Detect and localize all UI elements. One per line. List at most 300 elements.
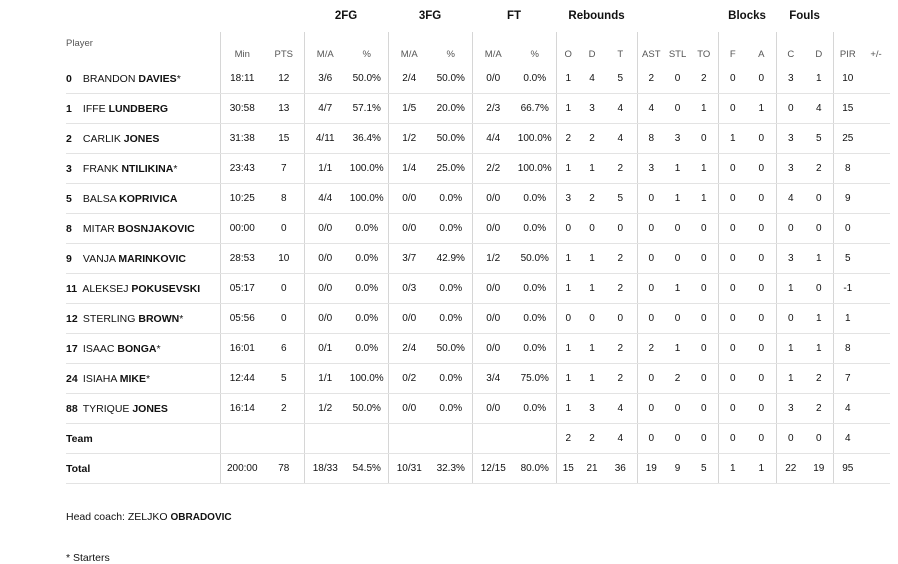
cell-3fg-pct: 0.0%: [430, 304, 472, 334]
col-2fg-ma: M/A: [304, 32, 346, 64]
cell-min: 16:14: [220, 394, 264, 424]
cell-pts: 13: [264, 94, 304, 124]
cell-min: [220, 424, 264, 454]
player-last-name[interactable]: POKUSEVSKI: [131, 282, 201, 295]
cell-pts: 0: [264, 304, 304, 334]
cell-reb-d: 1: [580, 364, 604, 394]
col-foul-d: D: [815, 49, 823, 60]
player-number: 2: [66, 132, 72, 145]
cell-reb-d: 21: [580, 454, 604, 484]
cell-ft-pct: 0.0%: [514, 304, 556, 334]
cell-3fg-pct: 0.0%: [430, 214, 472, 244]
cell-to: 0: [690, 424, 718, 454]
cell-ft-pct: 66.7%: [514, 94, 556, 124]
cell-3fg-ma: [388, 424, 430, 454]
cell-reb-o: 3: [556, 184, 580, 214]
cell-ft-ma: 0/0: [472, 394, 514, 424]
cell-3fg-ma: 0/0: [388, 184, 430, 214]
player-row[interactable]: [66, 154, 890, 184]
starter-mark: *: [179, 312, 184, 325]
cell-foul-d: 1: [805, 244, 833, 274]
cell-min: 200:00: [220, 454, 264, 484]
cell-3fg-ma: 3/7: [388, 244, 430, 274]
cell-ast: 0: [637, 184, 665, 214]
cell-reb-t: 5: [604, 64, 637, 94]
player-row[interactable]: [66, 334, 890, 364]
col-pir: PIR: [833, 32, 862, 64]
cell-reb-o: 1: [556, 274, 580, 304]
cell-stl: 1: [665, 184, 690, 214]
cell-ast: 0: [637, 394, 665, 424]
cell-foul-d: 2: [805, 154, 833, 184]
cell-ast: 3: [637, 154, 665, 184]
cell-stl: 1: [665, 274, 690, 304]
player-row[interactable]: [66, 184, 890, 214]
cell-ft-pct: 0.0%: [514, 394, 556, 424]
group-rebounds: Rebounds: [568, 10, 625, 22]
cell-foul-d: 19: [805, 454, 833, 484]
total-label: Total: [66, 454, 220, 484]
cell-reb-o: 15: [556, 454, 580, 484]
cell-ast: 4: [637, 94, 665, 124]
cell-foul-d: 1: [805, 334, 833, 364]
cell-reb-o: 1: [556, 154, 580, 184]
cell-reb-d: 0: [580, 304, 604, 334]
box-score: [66, 0, 890, 484]
cell-foul-d: 2: [805, 364, 833, 394]
cell-pir: 10: [833, 64, 862, 94]
col-blk-f: F: [718, 32, 747, 64]
cell-stl: 9: [665, 454, 690, 484]
cell-2fg-ma: 1/2: [304, 394, 346, 424]
cell-min: 00:00: [220, 214, 264, 244]
cell-stl: 0: [665, 244, 690, 274]
player-first-name: BRANDON: [82, 72, 136, 85]
cell-2fg-ma: 3/6: [304, 64, 346, 94]
cell-to: 1: [690, 154, 718, 184]
cell-3fg-pct: 42.9%: [430, 244, 472, 274]
cell-reb-t: 5: [604, 184, 637, 214]
col-plus-minus: +/-: [870, 49, 882, 60]
head-coach: [66, 511, 232, 523]
cell-blk-f: 0: [718, 364, 747, 394]
cell-ast: 19: [637, 454, 665, 484]
cell-plus-minus: [862, 454, 890, 484]
cell-to: 0: [690, 274, 718, 304]
cell-reb-d: 1: [580, 154, 604, 184]
cell-3fg-ma: 1/4: [388, 154, 430, 184]
cell-pir: 5: [833, 244, 862, 274]
cell-foul-c: 3: [776, 244, 805, 274]
col-blk-a: A: [758, 49, 765, 60]
cell-min: 05:56: [220, 304, 264, 334]
player-number: 1: [66, 102, 72, 115]
cell-reb-o: 1: [556, 394, 580, 424]
player-first-name: BALSA: [82, 192, 117, 205]
player-cell: [66, 184, 220, 214]
player-cell: [66, 64, 220, 94]
player-row[interactable]: [66, 94, 890, 124]
cell-2fg-ma: 4/7: [304, 94, 346, 124]
cell-foul-c: 4: [776, 184, 805, 214]
cell-to: 0: [690, 244, 718, 274]
cell-3fg-ma: 0/3: [388, 274, 430, 304]
cell-blk-a: 0: [747, 334, 776, 364]
cell-pts: 12: [264, 64, 304, 94]
cell-reb-d: 0: [580, 214, 604, 244]
cell-3fg-ma: 1/5: [388, 94, 430, 124]
cell-ft-ma: 0/0: [472, 274, 514, 304]
cell-ast: 8: [637, 124, 665, 154]
cell-ft-ma: 1/2: [472, 244, 514, 274]
cell-2fg-ma: 4/11: [304, 124, 346, 154]
cell-3fg-pct: 20.0%: [430, 94, 472, 124]
player-row[interactable]: [66, 394, 890, 424]
cell-stl: 0: [665, 64, 690, 94]
player-row[interactable]: [66, 64, 890, 94]
cell-3fg-pct: 0.0%: [430, 184, 472, 214]
group-fouls: Fouls: [789, 10, 820, 22]
player-first-name: ISIAHA: [82, 372, 117, 385]
cell-3fg-pct: 0.0%: [430, 364, 472, 394]
player-last-name[interactable]: KOPRIVICA: [119, 192, 178, 205]
player-first-name: TYRIQUE: [82, 402, 130, 415]
cell-3fg-ma: 10/31: [388, 454, 430, 484]
cell-to: 0: [690, 334, 718, 364]
cell-2fg-pct: 0.0%: [346, 244, 388, 274]
cell-ft-ma: 4/4: [472, 124, 514, 154]
player-last-name[interactable]: BROWN: [138, 312, 180, 325]
cell-3fg-pct: 0.0%: [430, 394, 472, 424]
cell-ast: 2: [637, 334, 665, 364]
cell-2fg-ma: [304, 424, 346, 454]
player-last-name[interactable]: BONGA: [117, 342, 157, 355]
player-first-name: STERLING: [82, 312, 136, 325]
cell-2fg-pct: 100.0%: [346, 364, 388, 394]
cell-blk-f: 0: [718, 334, 747, 364]
cell-3fg-pct: 50.0%: [430, 64, 472, 94]
player-cell: [66, 214, 220, 244]
cell-ast: 0: [637, 364, 665, 394]
cell-reb-o: 1: [556, 64, 580, 94]
cell-3fg-ma: 2/4: [388, 64, 430, 94]
head-coach-label: Head coach:: [66, 511, 125, 523]
cell-reb-t: 36: [604, 454, 637, 484]
column-header-row: [66, 32, 890, 64]
player-number: 17: [66, 342, 78, 355]
col-reb-d: D: [588, 49, 596, 60]
cell-2fg-pct: 100.0%: [346, 184, 388, 214]
cell-pir: 1: [833, 304, 862, 334]
cell-2fg-pct: 0.0%: [346, 304, 388, 334]
cell-reb-d: 3: [580, 394, 604, 424]
cell-min: 10:25: [220, 184, 264, 214]
cell-pts: 10: [264, 244, 304, 274]
col-player: Player: [66, 38, 93, 49]
player-row[interactable]: [66, 124, 890, 154]
cell-reb-t: 2: [604, 274, 637, 304]
cell-pts: 0: [264, 214, 304, 244]
cell-min: 16:01: [220, 334, 264, 364]
player-last-name[interactable]: BOSNJAKOVIC: [117, 222, 195, 235]
player-number: 24: [66, 372, 78, 385]
cell-reb-o: 1: [556, 244, 580, 274]
cell-reb-t: 2: [604, 244, 637, 274]
player-row[interactable]: [66, 274, 890, 304]
cell-plus-minus: [862, 184, 890, 214]
cell-foul-c: 1: [776, 274, 805, 304]
player-row[interactable]: [66, 364, 890, 394]
group-2fg: 2FG: [334, 10, 358, 22]
cell-2fg-ma: 18/33: [304, 454, 346, 484]
cell-reb-o: 0: [556, 214, 580, 244]
cell-blk-f: 0: [718, 154, 747, 184]
cell-3fg-ma: 0/0: [388, 214, 430, 244]
player-number: 9: [66, 252, 72, 265]
cell-pts: 0: [264, 274, 304, 304]
starter-mark: *: [145, 372, 151, 385]
player-cell: [66, 154, 220, 184]
starter-mark: *: [156, 342, 161, 355]
col-min: Min: [220, 32, 264, 64]
cell-foul-d: 0: [805, 424, 833, 454]
cell-2fg-pct: [346, 424, 388, 454]
cell-foul-c: 0: [776, 214, 805, 244]
cell-2fg-pct: 100.0%: [346, 154, 388, 184]
cell-to: 2: [690, 64, 718, 94]
cell-min: 30:58: [220, 94, 264, 124]
cell-reb-o: 1: [556, 94, 580, 124]
col-foul-c: C: [776, 32, 805, 64]
cell-blk-f: 0: [718, 304, 747, 334]
cell-blk-a: 0: [747, 64, 776, 94]
cell-stl: 1: [665, 334, 690, 364]
player-last-name[interactable]: LUNDBERG: [108, 102, 169, 115]
cell-ft-ma: 0/0: [472, 184, 514, 214]
player-number: 0: [66, 72, 72, 85]
cell-ast: 2: [637, 64, 665, 94]
cell-3fg-pct: [430, 424, 472, 454]
cell-blk-a: 0: [747, 364, 776, 394]
cell-plus-minus: [862, 334, 890, 364]
cell-blk-a: 0: [747, 394, 776, 424]
cell-foul-d: 4: [805, 94, 833, 124]
cell-blk-f: 1: [718, 454, 747, 484]
col-3fg-pct: %: [446, 49, 455, 60]
cell-reb-d: 2: [580, 184, 604, 214]
col-reb-t: T: [617, 49, 624, 60]
cell-reb-t: 0: [604, 214, 637, 244]
cell-blk-f: 0: [718, 274, 747, 304]
col-reb-o: O: [556, 32, 580, 64]
cell-blk-f: 0: [718, 394, 747, 424]
cell-stl: 1: [665, 154, 690, 184]
cell-ft-pct: [514, 424, 556, 454]
player-row[interactable]: [66, 214, 890, 244]
cell-reb-t: 4: [604, 124, 637, 154]
cell-ft-pct: 0.0%: [514, 334, 556, 364]
player-last-name[interactable]: DAVIES: [138, 72, 177, 85]
cell-stl: 0: [665, 304, 690, 334]
player-last-name[interactable]: MARINKOVIC: [118, 252, 186, 265]
group-3fg: 3FG: [418, 10, 442, 22]
cell-plus-minus: [862, 364, 890, 394]
cell-3fg-pct: 50.0%: [430, 124, 472, 154]
cell-to: 0: [690, 124, 718, 154]
cell-foul-d: 1: [805, 304, 833, 334]
cell-2fg-ma: 4/4: [304, 184, 346, 214]
cell-foul-d: 5: [805, 124, 833, 154]
cell-to: 0: [690, 304, 718, 334]
cell-reb-d: 1: [580, 274, 604, 304]
cell-to: 1: [690, 184, 718, 214]
cell-min: 12:44: [220, 364, 264, 394]
cell-to: 1: [690, 94, 718, 124]
cell-pts: 5: [264, 364, 304, 394]
player-first-name: ALEKSEJ: [82, 282, 129, 295]
cell-stl: 0: [665, 214, 690, 244]
player-last-name[interactable]: JONES: [123, 132, 160, 145]
cell-foul-c: 22: [776, 454, 805, 484]
cell-pir: 9: [833, 184, 862, 214]
cell-stl: 0: [665, 94, 690, 124]
group-ft: FT: [506, 10, 522, 22]
cell-foul-c: 0: [776, 424, 805, 454]
player-number: 8: [66, 222, 72, 235]
cell-blk-a: 0: [747, 244, 776, 274]
cell-ft-pct: 0.0%: [514, 214, 556, 244]
cell-plus-minus: [862, 244, 890, 274]
cell-2fg-pct: 0.0%: [346, 334, 388, 364]
total-row: [66, 454, 890, 484]
col-ft-ma: M/A: [472, 32, 514, 64]
player-cell: [66, 124, 220, 154]
cell-to: 0: [690, 394, 718, 424]
player-number: 5: [66, 192, 72, 205]
cell-3fg-pct: 50.0%: [430, 334, 472, 364]
cell-pir: 25: [833, 124, 862, 154]
cell-pts: 78: [264, 454, 304, 484]
cell-2fg-pct: 0.0%: [346, 214, 388, 244]
cell-blk-a: 0: [747, 274, 776, 304]
player-first-name: VANJA: [82, 252, 116, 265]
cell-2fg-ma: 1/1: [304, 364, 346, 394]
cell-reb-d: 1: [580, 334, 604, 364]
cell-foul-c: 1: [776, 364, 805, 394]
group-blocks: Blocks: [728, 10, 766, 22]
cell-blk-a: 0: [747, 304, 776, 334]
player-number: 88: [66, 402, 78, 415]
player-cell: [66, 334, 220, 364]
cell-ft-ma: 12/15: [472, 454, 514, 484]
cell-reb-t: 4: [604, 424, 637, 454]
cell-min: 28:53: [220, 244, 264, 274]
player-number: 12: [66, 312, 78, 325]
cell-plus-minus: [862, 424, 890, 454]
cell-stl: 0: [665, 424, 690, 454]
player-cell: [66, 274, 220, 304]
cell-plus-minus: [862, 274, 890, 304]
player-cell: [66, 244, 220, 274]
cell-pts: 2: [264, 394, 304, 424]
head-coach-first: ZELJKO: [127, 511, 168, 523]
cell-pir: 8: [833, 334, 862, 364]
cell-ft-pct: 80.0%: [514, 454, 556, 484]
cell-ast: 0: [637, 424, 665, 454]
player-first-name: FRANK: [82, 162, 119, 175]
cell-blk-a: 0: [747, 124, 776, 154]
cell-3fg-pct: 25.0%: [430, 154, 472, 184]
player-first-name: MITAR: [82, 222, 115, 235]
cell-foul-d: 0: [805, 214, 833, 244]
team-label: Team: [66, 424, 220, 454]
player-last-name[interactable]: JONES: [132, 402, 168, 415]
player-last-name[interactable]: NTILIKINA: [121, 162, 174, 175]
team-row: [66, 424, 890, 454]
cell-3fg-ma: 0/0: [388, 304, 430, 334]
cell-3fg-ma: 0/2: [388, 364, 430, 394]
group-header-row: [66, 0, 890, 32]
cell-pts: 7: [264, 154, 304, 184]
cell-ast: 0: [637, 304, 665, 334]
cell-2fg-ma: 0/1: [304, 334, 346, 364]
cell-reb-d: 2: [580, 424, 604, 454]
cell-2fg-pct: 54.5%: [346, 454, 388, 484]
player-cell: [66, 364, 220, 394]
cell-stl: 3: [665, 124, 690, 154]
player-row[interactable]: [66, 304, 890, 334]
player-first-name: ISAAC: [82, 342, 115, 355]
col-to: TO: [697, 49, 711, 60]
player-row[interactable]: [66, 244, 890, 274]
cell-reb-t: 4: [604, 394, 637, 424]
cell-2fg-ma: 0/0: [304, 274, 346, 304]
cell-plus-minus: [862, 154, 890, 184]
cell-foul-d: 0: [805, 274, 833, 304]
player-first-name: IFFE: [82, 102, 106, 115]
cell-ft-ma: 0/0: [472, 304, 514, 334]
cell-3fg-pct: 0.0%: [430, 274, 472, 304]
cell-ft-ma: 2/3: [472, 94, 514, 124]
cell-min: 23:43: [220, 154, 264, 184]
cell-2fg-ma: 0/0: [304, 304, 346, 334]
cell-blk-a: 1: [747, 94, 776, 124]
cell-blk-f: 0: [718, 64, 747, 94]
cell-stl: 0: [665, 394, 690, 424]
cell-2fg-ma: 0/0: [304, 214, 346, 244]
player-first-name: CARLIK: [82, 132, 121, 145]
cell-pts: 15: [264, 124, 304, 154]
cell-reb-d: 1: [580, 244, 604, 274]
cell-pir: 7: [833, 364, 862, 394]
cell-plus-minus: [862, 394, 890, 424]
cell-ft-pct: 0.0%: [514, 64, 556, 94]
col-2fg-pct: %: [362, 49, 371, 60]
player-last-name[interactable]: MIKE: [119, 372, 146, 385]
col-ast: AST: [637, 32, 665, 64]
cell-pir: 0: [833, 214, 862, 244]
cell-foul-c: 3: [776, 64, 805, 94]
cell-plus-minus: [862, 94, 890, 124]
cell-ft-pct: 100.0%: [514, 124, 556, 154]
cell-reb-d: 3: [580, 94, 604, 124]
cell-pts: 8: [264, 184, 304, 214]
cell-foul-d: 0: [805, 184, 833, 214]
cell-reb-o: 2: [556, 424, 580, 454]
cell-pir: 8: [833, 154, 862, 184]
cell-min: 31:38: [220, 124, 264, 154]
cell-3fg-ma: 0/0: [388, 394, 430, 424]
